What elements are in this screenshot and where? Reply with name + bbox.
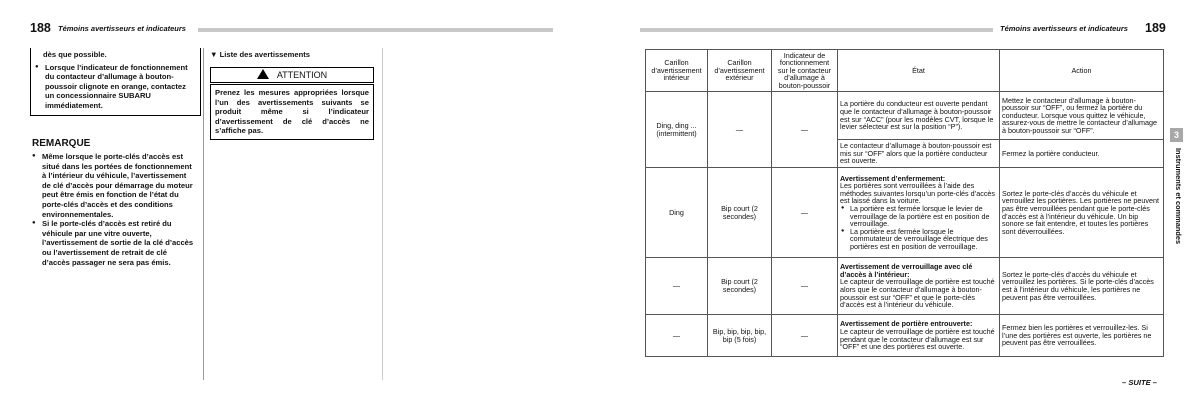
cell-state xyxy=(838,258,1000,315)
header-exterior-chime: Carillon d’avertissement extérieur xyxy=(708,50,772,92)
cell-interior: — xyxy=(646,315,708,357)
left-page-title: Témoins avertisseurs et indicateurs xyxy=(58,24,186,33)
state-text: Le capteur de verrouillage de portière est touché pendant que le contacteur d’allumage est sur “OFF” et une des portières est ouverte. xyxy=(840,326,995,352)
cell-interior: — xyxy=(646,258,708,315)
table-row xyxy=(646,92,1164,140)
warnings-table xyxy=(645,49,1164,357)
cell-exterior: — xyxy=(708,92,772,168)
list-heading-text: Liste des avertissements xyxy=(219,50,310,59)
table-row xyxy=(646,258,1164,315)
state-text: Les portières sont verrouillées à l’aide des méthodes suivantes lorsqu’un porte-clés d’accès est laissé dans la voiture. xyxy=(840,181,996,206)
cell-state: Le contacteur d’allumage à bouton-poussoir est mis sur “OFF” alors que la portière conducteur est ouverte. xyxy=(838,140,1000,168)
warning-triangle-icon xyxy=(257,69,269,79)
chapter-label: Instruments et commandes xyxy=(1174,148,1183,245)
left-column-divider xyxy=(203,48,204,380)
left-page-number: 188 xyxy=(30,21,51,35)
cell-action: Mettez le contacteur d’allumage à bouton-poussoir sur “OFF”, ou fermez la portière du conducteur. Lorsque vous quittez le véhicule, assurez-vous de mettre le contacteur d’allumage à bouton-poussoir sur “OFF”. xyxy=(1000,92,1164,140)
right-page-title: Témoins avertisseurs et indicateurs xyxy=(1000,24,1128,33)
state-bullet-1: ● La portière est fermée lorsque le levier de verrouillage de la portière est en position de verrouillage. xyxy=(840,205,997,228)
right-page-number: 189 xyxy=(1145,21,1166,35)
cell-action: Sortez le porte-clés d’accès du véhicule et verrouillez les portières. Les portières ne peuvent pas être verrouillées pendant que le porte-clés d’accès est à l’intérieur du véhicule. Un bip sonore se fait entendre, et toutes les portières sont déverrouillées. xyxy=(1000,168,1164,258)
cell-state xyxy=(838,315,1000,357)
state-title: Avertissement de verrouillage avec clé d’accès à l’intérieur: xyxy=(840,262,973,279)
cell-state: La portière du conducteur est ouverte pendant que le contacteur d’allumage à bouton-poussoir est sur “ACC” (pour les modèles CVT, lorsque le levier sélecteur est sur la position “P”). xyxy=(838,92,1000,140)
attention-body: Prenez les mesures appropriées lorsque l’un des avertissements suivants se produit même si l’indicateur d’avertissement de clé d’accès ne s’affiche pas. xyxy=(210,84,374,140)
warning-continuation-box xyxy=(30,48,201,116)
state-title: Avertissement de portière entrouverte: xyxy=(840,319,973,329)
cell-action: Sortez le porte-clés d’accès du véhicule et verrouillez les portières. Si le porte-clés d’accès est à l’intérieur du véhicule, les portières ne peuvent pas être verrouillées. xyxy=(1000,258,1164,315)
remarque-heading: REMARQUE xyxy=(32,138,91,149)
cell-action: Fermez bien les portières et verrouillez-les. Si l’une des portières est ouverte, les portières ne peuvent pas être verrouillées. xyxy=(1000,315,1164,357)
state-bullet-2: ● La portière est fermée lorsque le commutateur de verrouillage électrique des portières est en position de verrouillage. xyxy=(840,228,997,251)
indicator-bullet: ● Lorsque l’indicateur de fonctionnement du contacteur d’allumage à bouton-poussoir clignote en orange, contactez un concessionnaire SUBARU immédiatement. xyxy=(35,63,197,111)
cell-indicator: — xyxy=(772,258,838,315)
cell-indicator: — xyxy=(772,315,838,357)
state-title: Avertissement d’enfermement: xyxy=(840,173,946,183)
chapter-tab: 3 xyxy=(1170,128,1183,142)
cell-exterior: Bip, bip, bip, bip, bip (5 fois) xyxy=(708,315,772,357)
attention-text: ATTENTION xyxy=(276,70,328,80)
remarque-bullet-1: ● Même lorsque le porte-clés d’accès est situé dans les portées de fonctionnement à l’intérieur du véhicule, l’avertissement de clé d’accès pour démarrage du moteur peut être émis en fonction de l’état du porte-clés d’accès et des conditions environnementales. xyxy=(32,152,195,219)
list-heading xyxy=(210,50,310,60)
cell-interior: Ding, ding ... (intermittent) xyxy=(646,92,708,168)
attention-label xyxy=(211,68,373,82)
cell-exterior: Bip court (2 secondes) xyxy=(708,168,772,258)
attention-label-box xyxy=(210,67,374,83)
cell-exterior: Bip court (2 secondes) xyxy=(708,258,772,315)
triangle-down-icon: ▼ xyxy=(210,50,218,59)
table-header-row xyxy=(646,50,1164,92)
cell-state xyxy=(838,168,1000,258)
continued-footer: – SUITE – xyxy=(1122,378,1158,387)
right-column-divider xyxy=(382,48,383,380)
cell-indicator: — xyxy=(772,168,838,258)
table-row xyxy=(646,315,1164,357)
state-text: Le capteur de verrouillage de portière est touché alors que le contacteur d’allumage à bouton-poussoir est sur “OFF” et que le porte-clés d’accès est à l’intérieur du véhicule. xyxy=(840,277,995,310)
cell-indicator: — xyxy=(772,92,838,168)
remarque-bullet-2: ● Si le porte-clés d’accès est retiré du véhicule par une vitre ouverte, l’avertissement de sortie de la clé d’accès ou l’avertissement de retrait de clé d’accès passager ne sera pas émis. xyxy=(32,219,195,267)
cell-action: Fermez la portière conducteur. xyxy=(1000,140,1164,168)
header-interior-chime: Carillon d’avertissement intérieur xyxy=(646,50,708,92)
header-state: État xyxy=(838,50,1000,92)
left-header-bar xyxy=(198,28,553,32)
table-row xyxy=(646,168,1164,258)
header-indicator: Indicateur de fonctionnement sur le contacteur d’allumage à bouton-poussoir xyxy=(772,50,838,92)
continuation-text: dès que possible. xyxy=(43,50,107,59)
remarque-list xyxy=(32,152,195,267)
header-action: Action xyxy=(1000,50,1164,92)
right-header-bar xyxy=(640,28,993,32)
cell-interior: Ding xyxy=(646,168,708,258)
